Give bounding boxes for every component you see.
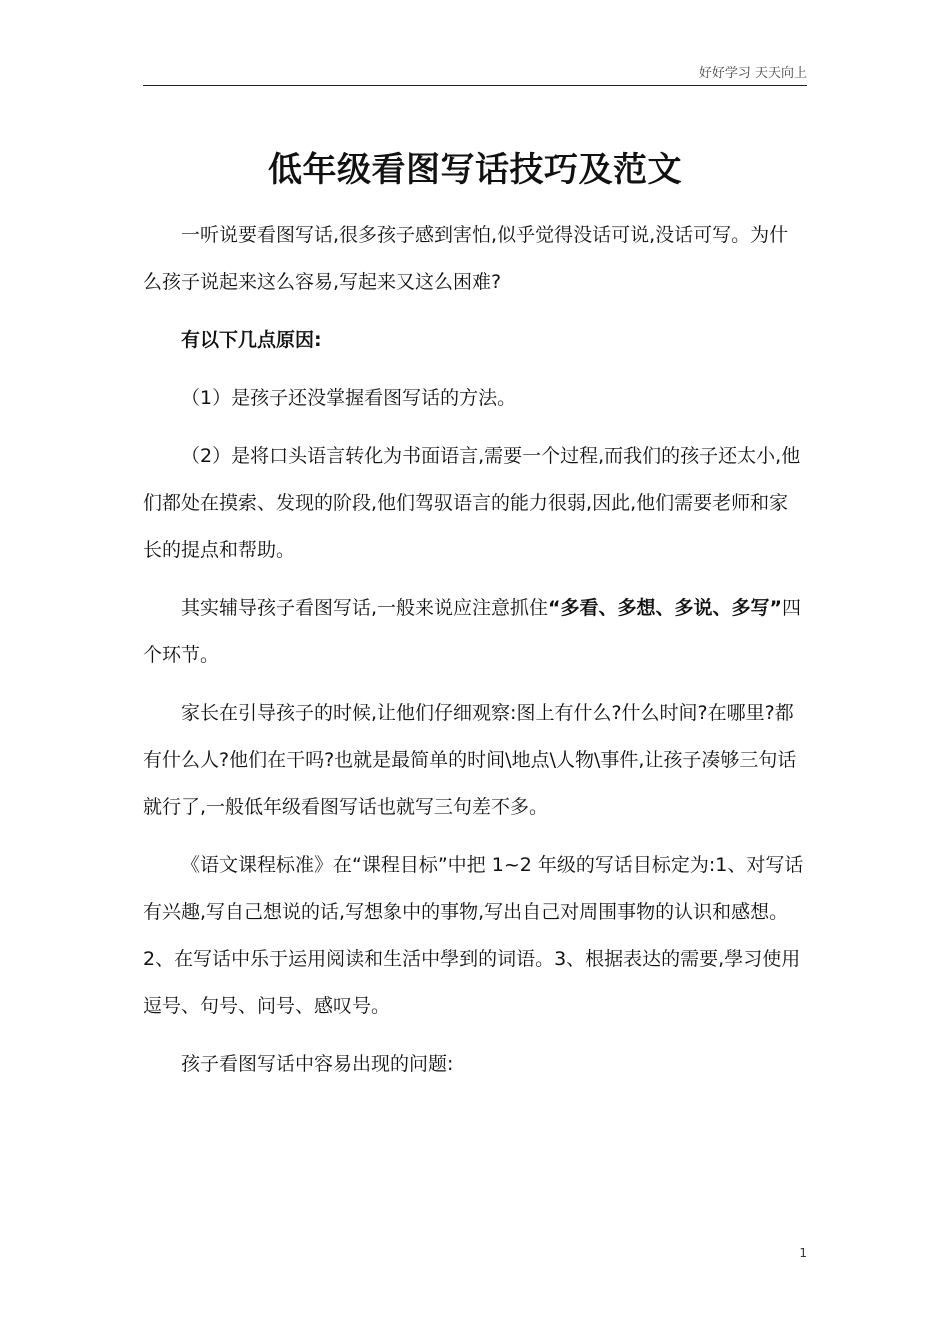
paragraph-reason-1: （1）是孩子还没掌握看图写话的方法。 bbox=[181, 387, 517, 409]
four-steps-tail: 四个环节。 bbox=[143, 597, 802, 666]
header-motto: 好好学习 天天向上 bbox=[698, 66, 807, 81]
paragraph-curriculum-standard: 《语文课程标准》在“课程目标”中把 1~2 年级的写话目标定为:1、对写话有兴趣,写自己想说的话,写想象中的事物,写出自己对周围事物的认识和感想。2、在写话中乐于运用阅读和生活中學到的词语。3、根据表达的需要,學习使用逗号、句号、问号、感叹号。 bbox=[143, 854, 804, 1017]
document-body bbox=[143, 140, 807, 1088]
paragraph-reason-2: （2）是将口头语言转化为书面语言,需要一个过程,而我们的孩子还太小,他们都处在摸索、发现的阶段,他们驾驭语言的能力很弱,因此,他们需要老师和家长的提点和帮助。 bbox=[143, 445, 801, 561]
four-steps-emphasis: “多看、多想、多说、多写” bbox=[548, 597, 783, 619]
document-title: 低年级看图写话技巧及范文 bbox=[268, 150, 682, 190]
paragraph-four-steps bbox=[143, 585, 807, 679]
page-header bbox=[143, 58, 807, 86]
page-number: 1 bbox=[799, 1246, 807, 1260]
four-steps-lead: 其实辅导孩子看图写话,一般来说应注意抓住 bbox=[181, 597, 549, 619]
paragraph-reasons-heading: 有以下几点原因: bbox=[181, 329, 322, 351]
paragraph-intro: 一听说要看图写话,很多孩子感到害怕,似乎觉得没话可说,没话可写。为什么孩子说起来这么容易,写起来又这么困难? bbox=[143, 224, 789, 293]
paragraph-common-problems: 孩子看图写话中容易出现的问题: bbox=[181, 1053, 454, 1075]
paragraph-parent-guidance: 家长在引导孩子的时候,让他们仔细观察:图上有什么?什么时间?在哪里?都有什么人?他们在干吗?也就是最简单的时间\地点\人物\事件,让孩子凑够三句话就行了,一般低年级看图写话也就写三句差不多。 bbox=[143, 702, 797, 818]
